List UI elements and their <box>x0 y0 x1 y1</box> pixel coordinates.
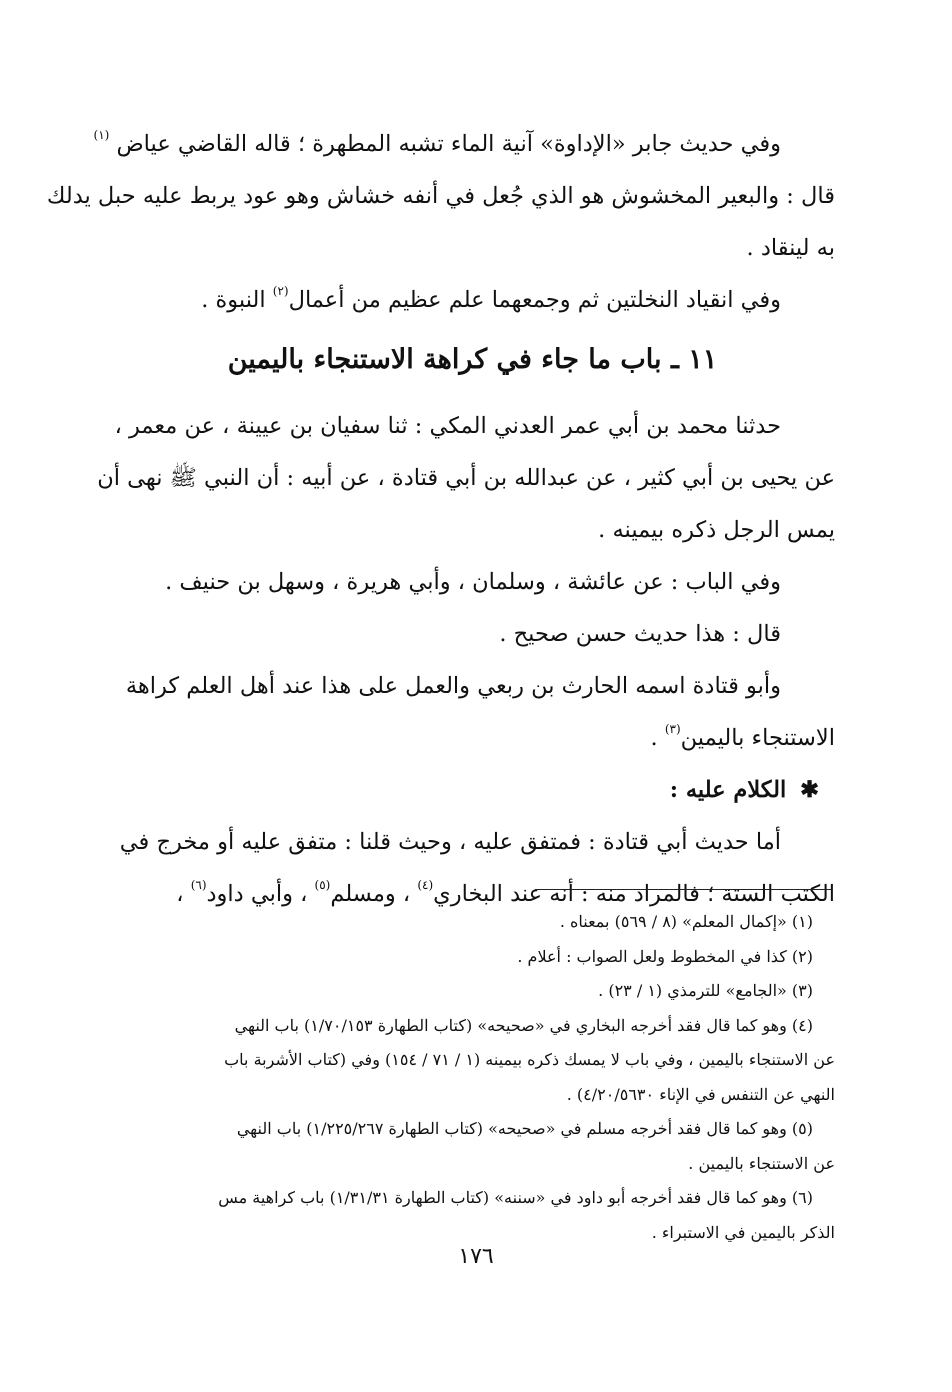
text-line: يمس الرجل ذكره بيمينه . <box>598 517 835 543</box>
text-line <box>93 118 835 170</box>
footnote: (٦) وهو كما قال فقد أخرجه أبو داود في «سننه» (كتاب الطهارة ١/٣١/٣١) باب كراهية مس <box>218 1188 813 1207</box>
text-line <box>110 274 835 326</box>
line-text: وفي انقياد النخلتين ثم وجمعهما علم عظيم من أعمال <box>288 287 781 313</box>
text-line: به لينقاد . <box>746 235 835 261</box>
text-line: عن يحيى بن أبي كثير ، عن عبدالله بن أبي قتادة ، عن أبيه : أن النبي ﷺ نهى أن <box>97 465 835 491</box>
footnote: عن الاستنجاء باليمين ، وفي باب لا يمسك ذكره بيمينه (١ / ٧١ / ١٥٤) وفي (كتاب الأشربة باب <box>224 1050 835 1069</box>
text-line <box>110 712 835 764</box>
footnote: (١) «إكمال المعلم» (٨ / ٥٦٩) بمعناه . <box>559 912 813 931</box>
footnote-ref[interactable]: (٤) <box>417 878 434 892</box>
line-text: الاستنجاء باليمين <box>680 725 835 751</box>
line-text: ، <box>176 881 184 907</box>
footnote-ref[interactable]: (٣) <box>664 722 681 736</box>
line-text: . <box>650 725 658 751</box>
footnotes <box>120 905 835 1250</box>
line-text: وفي حديث جابر «الإداوة» آنية الماء تشبه المطهرة ؛ قاله القاضي عياض <box>116 131 781 157</box>
footnote: (٥) وهو كما قال فقد أخرجه مسلم في «صحيحه» (كتاب الطهارة ١/٢٢٥/٢٦٧) باب النهي <box>236 1119 813 1138</box>
line-text: ، وأبي داود <box>206 881 308 907</box>
page-number: ١٧٦ <box>458 1244 494 1269</box>
line-text: الكتب الستة ؛ فالمراد منه : أنه عند البخاري <box>433 881 835 907</box>
footnote: عن الاستنجاء باليمين . <box>688 1153 835 1173</box>
footnote-ref[interactable]: (١) <box>93 128 110 142</box>
footnote: النهي عن التنفس في الإناء ٤/٢٠/٥٦٣٠) . <box>566 1084 835 1104</box>
footnote: (٣) «الجامع» للترمذي (١ / ٢٣) . <box>598 981 813 1000</box>
text-line: قال : والبعير المخشوش هو الذي جُعل في أنفه خشاش وهو عود يربط عليه حبل يدلك <box>46 183 835 209</box>
footnote-ref[interactable]: (٥) <box>314 878 331 892</box>
text-line: قال : هذا حديث حسن صحيح . <box>499 621 781 647</box>
text-line: وفي الباب : عن عائشة ، وسلمان ، وأبي هريرة ، وسهل بن حنيف . <box>165 569 781 595</box>
heading-text: الكلام عليه : <box>669 777 787 803</box>
asterisk-star-icon: ✱ <box>800 777 819 803</box>
footnote-ref[interactable]: (٦) <box>190 878 207 892</box>
line-text: النبوة . <box>201 287 266 313</box>
text-line: أما حديث أبي قتادة : فمتفق عليه ، وحيث قلنا : متفق عليه أو مخرج في <box>119 829 781 855</box>
footnote: (٢) كذا في المخطوط ولعل الصواب : أعلام . <box>517 946 813 966</box>
text-line: حدثنا محمد بن أبي عمر العدني المكي : ثنا سفيان بن عيينة ، عن معمر ، <box>114 413 781 439</box>
footnote: الذكر باليمين في الاستبراء . <box>651 1222 835 1242</box>
section-heading <box>110 764 835 816</box>
line-text: ، ومسلم <box>330 881 411 907</box>
chapter-title: ١١ ـ باب ما جاء في كراهة الاستنجاء باليمين <box>227 344 718 375</box>
main-text <box>46 118 835 920</box>
footnote-ref[interactable]: (٢) <box>272 284 289 298</box>
footnote: (٤) وهو كما قال فقد أخرجه البخاري في «صحيحه» (كتاب الطهارة ١/٧٠/١٥٣) باب النهي <box>234 1015 813 1035</box>
text-line: وأبو قتادة اسمه الحارث بن ربعي والعمل على هذا عند أهل العلم كراهة <box>125 673 781 699</box>
footnote-separator <box>535 889 831 890</box>
